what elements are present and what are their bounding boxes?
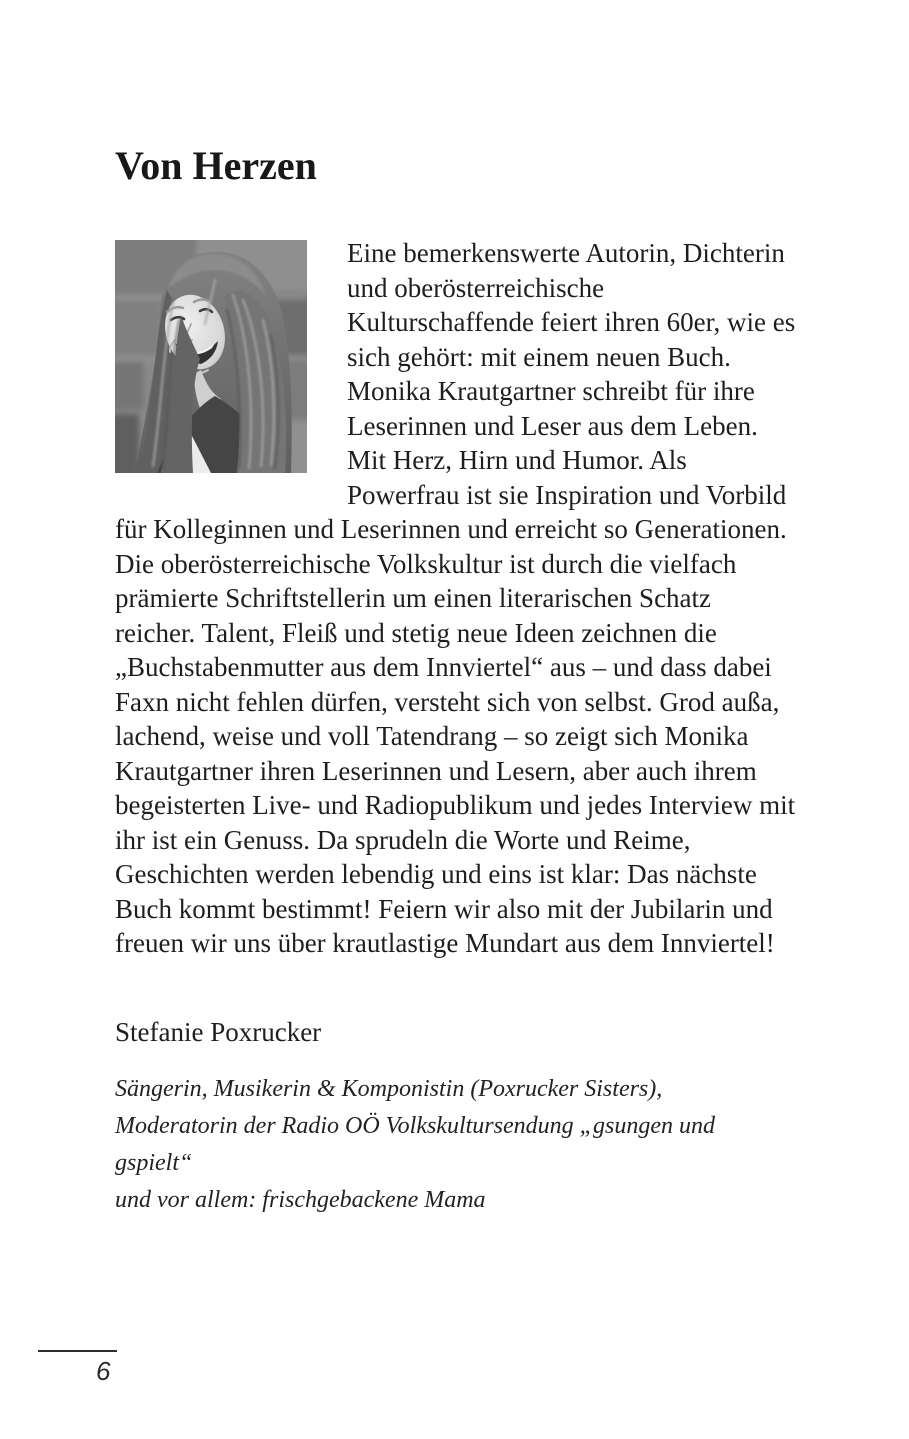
footer-rule <box>38 1350 117 1352</box>
credit-line: und vor allem: frischgebackene Mama <box>115 1186 486 1213</box>
portrait-photo-illustration <box>115 240 307 473</box>
page-number: 6 <box>96 1356 111 1386</box>
credit-line: Moderatorin der Radio OÖ Volkskultursendung „gsungen und gspielt“ <box>115 1112 715 1176</box>
portrait-photo <box>115 240 307 473</box>
article-text: Eine bemerkenswerte Autorin, Dichterin und oberösterreichische Kulturschaffende feiert ihren 60er, wie es sich gehört: mit einem neuen Buch. Monika Krautgartner schreibt für ihre Leserinnen und Leser aus dem Leben. Mit Herz, Hirn und Humor. Als Powerfrau ist sie Inspiration und Vorbild für Kolleginnen und Leserinnen und erreicht so Generationen. Die oberösterreichische Volkskultur ist durch die vielfach prämierte Schriftstellerin um einen literarischen Schatz reicher. Talent, Fleiß und stetig neue Ideen zeichnen die „Buchstabenmutter aus dem Innviertel“ aus – und dass dabei Faxn nicht fehlen dürfen, versteht sich von selbst. Grod außa, lachend, weise und voll Tatendrang – so zeigt sich Monika Krautgartner ihren Leserinnen und Lesern, aber auch ihrem begeisterten Live- und Radiopublikum und jedes Interview mit ihr ist ein Genuss. Da sprudeln die Worte und Reime, Geschichten werden lebendig und eins ist klar: Das nächste Buch kommt bestimmt! Feiern wir also mit der Jubilarin und freuen wir uns über krautlastige Mundart aus dem Innviertel! <box>115 238 796 958</box>
author-credits <box>115 1071 797 1219</box>
credit-line: Sängerin, Musikerin & Komponistin (Poxrucker Sisters), <box>115 1075 663 1102</box>
page-title: Von Herzen <box>115 143 317 188</box>
article <box>115 236 797 961</box>
author-name: Stefanie Poxrucker <box>115 1016 322 1047</box>
